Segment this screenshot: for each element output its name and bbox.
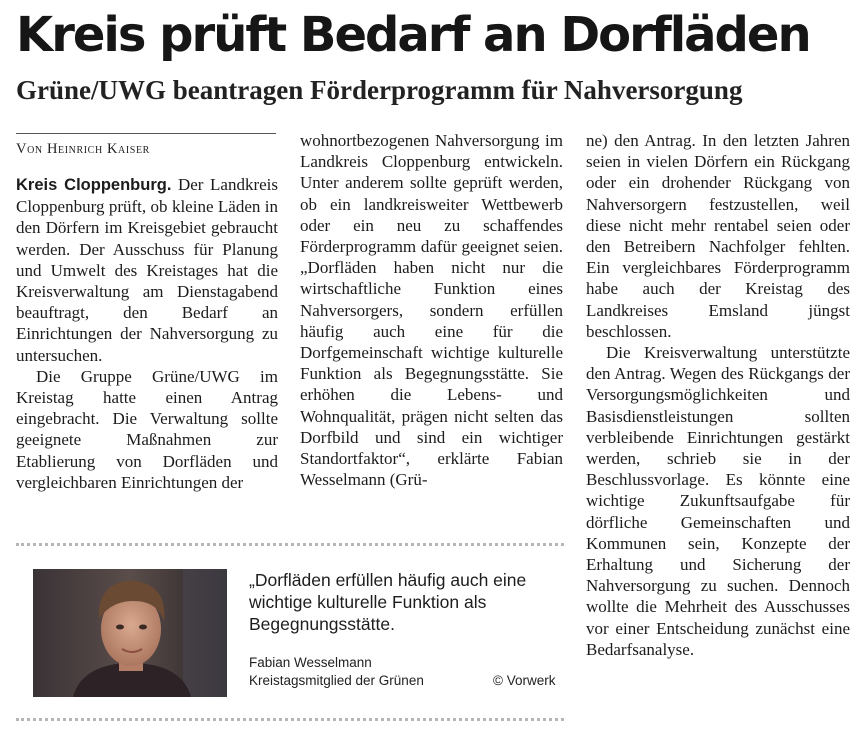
dateline: Kreis Cloppenburg. bbox=[16, 176, 172, 194]
article-headline: Kreis prüft Bedarf an Dorfläden bbox=[16, 7, 810, 63]
pullquote-speaker-name: Fabian Wesselmann bbox=[249, 655, 372, 670]
portrait-photo bbox=[33, 569, 227, 697]
pullquote-top-divider bbox=[16, 543, 564, 546]
pullquote-text: „Dorfläden erfüllen häufig auch eine wichtige kulturelle Funktion als Begegnungsstätte. bbox=[249, 570, 527, 634]
article-column-3 bbox=[586, 130, 850, 660]
article-column-2 bbox=[300, 130, 563, 490]
article-paragraph: wohnortbezogenen Nahversorgung im Landkreis Cloppenburg entwickeln. Unter anderem sollte geprüft werden, ob ein landkreisweiter Wettbewerb oder ein neu zu schaffendes Förderprogramm dafür geeignet seien. „Dorfläden haben nicht nur die wirtschaftliche Funktion eines Nahversorgers, sondern erfüllen häufig auch eine für die Dorfgemeinschaft wichtige kulturelle Funktion als Begegnungsstätte. Sie erhöhen die Lebens- und Wohnqualität, prägen nicht selten das Dorfbild und sind ein wichtiger Standortfaktor“, erklärte Fabian Wesselmann (Grü- bbox=[300, 131, 563, 490]
photo-credit: © Vorwerk bbox=[493, 673, 556, 688]
article-paragraph: Die Kreisverwaltung unterstützte den Antrag. Wegen des Rückgangs der Versorgungsmöglichkeiten und Basisdienstleistungen sollten verbleibende Einrichtungen gestärkt werden, schrieb sie in der Beschlussvorlage. Es könnte eine wichtige Zukunftsaufgabe für dörfliche Gemeinschaften und Kommunen sein, Konzepte der Erhaltung und Sicherung der Nahversorgung zu suchen. Dennoch wollte die Mehrheit des Ausschusses vor einer Entscheidung zunächst eine Bedarfsanalyse. bbox=[586, 343, 850, 659]
article-paragraph bbox=[16, 174, 278, 366]
article-byline: Von Heinrich Kaiser bbox=[16, 141, 150, 157]
byline-rule bbox=[16, 133, 276, 134]
article-paragraph: ne) den Antrag. In den letzten Jahren seien in vielen Dörfern ein Rückgang oder ein drohender Rückgang von Nahversorgern festzustellen, weil diese nicht mehr rentabel seien oder den Betreibern Nachfolger fehlten. Ein vergleichbares Förderprogramm habe auch der Kreistag des Landkreises Emsland jüngst beschlossen. bbox=[586, 131, 850, 341]
article-paragraph: Die Gruppe Grüne/UWG im Kreistag hatte einen Antrag eingebracht. Die Verwaltung sollte geeignete Maßnahmen zur Etablierung von Dorfläden und vergleichbaren Einrichtungen der bbox=[16, 366, 278, 492]
article-subheadline: Grüne/UWG beantragen Förderprogramm für Nahversorgung bbox=[16, 75, 743, 105]
paragraph-text: Der Landkreis Cloppenburg prüft, ob kleine Läden in den Dörfern im Kreisgebiet gebraucht werden. Der Ausschuss für Planung und Umwelt des Kreistages hat die Kreisverwaltung am Dienstagabend beauftragt, den Bedarf an Einrichtungen der Nahversorgung zu untersuchen. bbox=[16, 175, 278, 365]
article-column-1 bbox=[16, 174, 278, 493]
portrait-photo-graphic bbox=[33, 569, 227, 697]
pullquote-speaker-role: Kreistagsmitglied der Grünen bbox=[249, 673, 424, 688]
pullquote-bottom-divider bbox=[16, 718, 564, 721]
